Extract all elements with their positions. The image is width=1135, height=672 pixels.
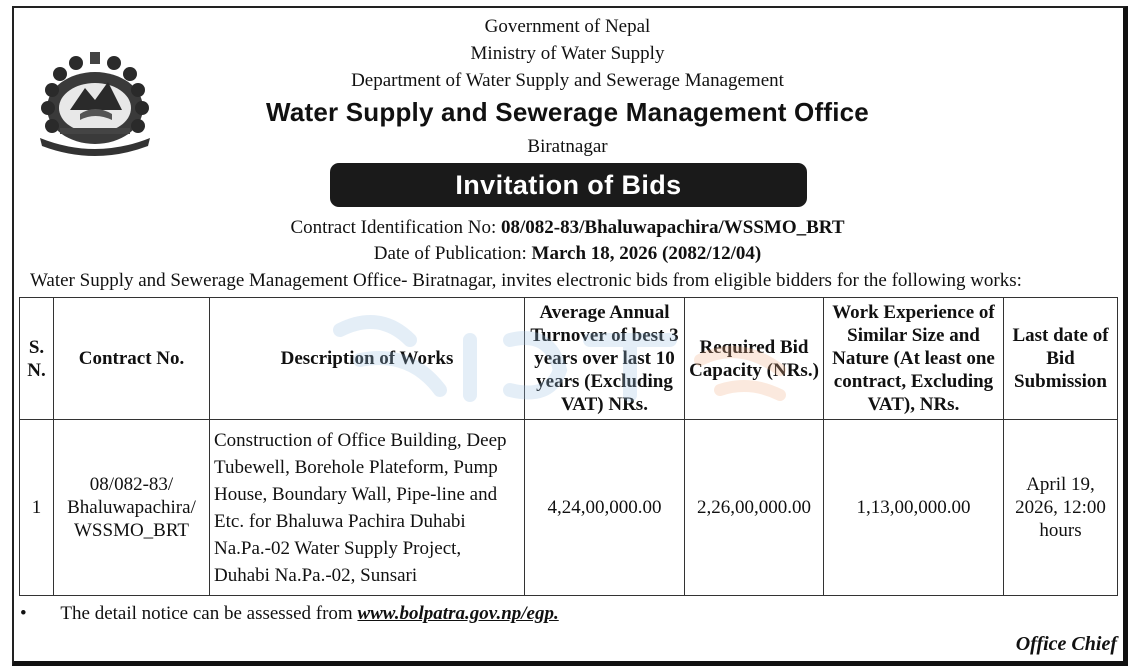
header-bid-capacity: Required Bid Capacity (NRs.)	[685, 298, 824, 420]
cell-sn: 1	[20, 420, 54, 596]
cell-bid-capacity: 2,26,00,000.00	[685, 420, 824, 596]
department-line: Department of Water Supply and Sewerage Management	[351, 70, 784, 91]
bolpatra-link[interactable]: www.bolpatra.gov.np/egp.	[357, 603, 559, 624]
contract-id-label: Contract Identification No:	[290, 217, 497, 238]
header-sn: S. N.	[20, 298, 54, 420]
contract-id-value: 08/082-83/Bhaluwapachira/WSSMO_BRT	[501, 217, 845, 238]
cell-description: Construction of Office Building, Deep Tubewell, Borehole Plateform, Pump House, Boundary Wall, Pipe-line and Etc. for Bhaluwa Pachira Duhabi Na.Pa.-02 Water Supply Project, Duhabi Na.Pa.-02, Sunsari	[210, 420, 525, 596]
cell-turnover: 4,24,00,000.00	[525, 420, 685, 596]
detail-notice-line	[20, 603, 559, 625]
table-row	[20, 420, 1118, 596]
detail-notice-text: The detail notice can be assessed from	[60, 603, 353, 624]
office-title: Water Supply and Sewerage Management Office	[266, 97, 869, 127]
header-description: Description of Works	[210, 298, 525, 420]
works-table	[19, 297, 1118, 596]
bullet-icon: •	[20, 603, 27, 624]
publication-date-line	[0, 243, 1135, 265]
header-turnover: Average Annual Turnover of best 3 years over last 10 years (Excluding VAT) NRs.	[525, 298, 685, 420]
government-line: Government of Nepal	[484, 16, 651, 37]
intro-text: Water Supply and Sewerage Management Office- Biratnagar, invites electronic bids from eligible bidders for the following works:	[30, 270, 1022, 291]
cell-contract-no: 08/082-83/ Bhaluwapachira/ WSSMO_BRT	[54, 420, 210, 596]
office-chief-signoff: Office Chief	[1015, 633, 1117, 655]
office-city: Biratnagar	[527, 136, 608, 157]
cell-last-date: April 19, 2026, 12:00 hours	[1004, 420, 1118, 596]
contract-id-line	[0, 217, 1135, 239]
table-header-row	[20, 298, 1118, 420]
cell-work-experience: 1,13,00,000.00	[824, 420, 1004, 596]
ministry-line: Ministry of Water Supply	[470, 43, 665, 64]
header-contract-no: Contract No.	[54, 298, 210, 420]
header-work-experience: Work Experience of Similar Size and Nature (At least one contract, Excluding VAT), NRs.	[824, 298, 1004, 420]
invitation-banner: Invitation of Bids	[330, 163, 807, 207]
publication-date-value: March 18, 2026 (2082/12/04)	[531, 243, 762, 264]
header-last-date: Last date of Bid Submission	[1004, 298, 1118, 420]
publication-date-label: Date of Publication:	[373, 243, 527, 264]
